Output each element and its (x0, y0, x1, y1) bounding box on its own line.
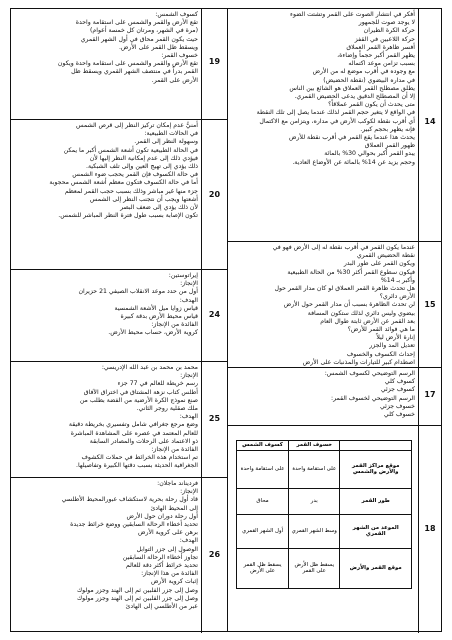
question-row-20 (11, 119, 227, 269)
text-line: لن تحدث الظاهرة بسبب أن مدار القمر حول الأرض (283, 301, 415, 309)
text-line: حركة اللاعبين في القفز (354, 35, 415, 43)
text-line: ويكون القمر على طور البدر (343, 260, 415, 268)
text-line: صنع نموذج الكرة الأرضية من الفضة بطلب من (79, 396, 198, 404)
answer-24 (11, 270, 201, 338)
text-line: الفائدة من هذا الإنجاز: (141, 570, 198, 578)
table-corner (340, 441, 412, 451)
text-line: إيراتوستين: (168, 272, 198, 279)
right-column (228, 9, 441, 631)
text-line: أما في حالة الكسوف فتكون معظم أشعة الشمس محجوبة (49, 179, 198, 187)
text-line: يظهر القمر أكبر حجماً وإضاءة، (337, 52, 415, 60)
text-line: وصل إلى جزر الفلبين ثم إلى الهند وجزر مولوك (77, 594, 198, 602)
text-line: الهدف: (179, 296, 198, 304)
text-line: ذلك يؤدي إلى تهيج العين وإلى تلف الشبكية. (86, 163, 198, 171)
text-line: الإنجاز: (180, 488, 198, 496)
text-line: إثبات كروية الأرض (150, 578, 198, 586)
answer-14 (228, 9, 418, 167)
text-line: بعد القمر عن الأرض ثابتة طوال العام (320, 317, 415, 325)
text-line: الفائدة من الإنجاز: (151, 321, 198, 329)
text-line: في حالة الكسوف فإن القمر يحجب ضوء الشمس (72, 171, 198, 179)
table-cell: على استقامة واحدة (289, 450, 340, 488)
text-line: الإنجاز: (180, 372, 198, 380)
text-line: وضع مرجع جغرافي شامل وتفسيري بخريطة دقيقة (68, 421, 198, 429)
text-line: خسوف القمر: (161, 52, 198, 60)
text-line: كروية الأرض، حساب محيط الأرض. (108, 329, 198, 337)
text-line: إلا أن المصطلح الدقيق يدعى الحضيض القمري. (294, 93, 415, 101)
answer-17 (228, 368, 418, 419)
text-line: حركة الكرة الطيران (363, 27, 415, 35)
text-line: تقع الأرض والقمر والشمس على استقامة واحدة (75, 19, 198, 27)
text-line: أمنيُّ عدم إمكان تركيز النظر إلى قرص الشمس (75, 122, 198, 129)
text-line: أطلس كتاب نزهة المشتاق في اختراق الآفاق (83, 388, 198, 396)
question-row-19 (11, 9, 227, 119)
text-line: تجاوز أخطاء الرحالة السابقين (122, 553, 198, 561)
text-line: الرسم التوضيحي لخسوف القمر: (331, 394, 415, 402)
text-line: أشعتها ويجب أن نتجنب النظر إلى الشمس (89, 195, 198, 203)
text-line: بسبب تزامن موعد اكتماله (348, 60, 415, 68)
text-line: في مداره البيضوي (نقطة الحضيض) (323, 76, 415, 84)
question-number: 19 (208, 57, 221, 66)
text-line: في الحالة الطبيعية تكون أشعة الشمس أكبر ما يمكن (63, 146, 198, 154)
question-number: 15 (424, 300, 436, 309)
text-line: الهدف: (179, 413, 198, 421)
text-line: وأكبر بـ 14% (380, 276, 415, 284)
left-column (11, 9, 227, 631)
text-line: كسوف كلي (384, 378, 415, 386)
text-line: أول من حدد موعد الانقلاب الصيفي 21 حزيران (78, 288, 198, 296)
table-cell: يسقط ظل الأرض على القمر (289, 548, 340, 588)
text-line: تقع الأرض والقمر والشمس على استقامة واحدة ويكون (57, 60, 198, 68)
answer-26 (11, 478, 201, 611)
text-line: وسهولة النظر إلى القمر. (134, 138, 198, 146)
table-header: خسوف القمر (289, 441, 340, 451)
text-line: ظهور القمر العملاق (364, 142, 415, 150)
text-line: يبدو القمر أكبر بحوالي 30% بالمائة (324, 150, 415, 158)
text-line: هل تحدث ظاهرة القمر العملاق لو كان مدار القمر حول (274, 285, 415, 293)
text-line: الأرض على القمر. (151, 76, 198, 84)
text-line: نقطة الحضيض القمري (356, 252, 415, 260)
text-line: يحدث هذا عندما يقع القمر في أقرب نقطة للأرض (289, 134, 415, 142)
text-line: وحجم يزيد عن 14% بالمائة عن الأوضاع العادية. (292, 158, 415, 166)
text-line: متى يحدث أن يكون القمر عملاقاً؟ (328, 101, 415, 109)
text-line: في الواقع لا يتغير حجم القمر لذلك عندما يصل إلى تلك النقطة (256, 109, 415, 117)
text-line: الإنجاز: (180, 280, 198, 288)
table-header: كسوف الشمس (237, 441, 289, 451)
text-line: أول رحلة دوران حول الأرض (126, 512, 198, 520)
text-line: مع وجوده في أقرب موضع له من الأرض (312, 68, 415, 76)
table-row-label: الموعد من الشهر القمري (340, 514, 412, 548)
table-row-label: موقع القمر والأرض (340, 548, 412, 588)
text-line: لا يوجد صوت للجمهور (358, 19, 415, 27)
question-row-14 (228, 9, 441, 241)
text-line: تحديد أخطاء الرحالة السابقين ووضع خرائط جديدة (70, 521, 198, 529)
question-row-26 (11, 477, 227, 633)
question-row-18 (228, 425, 441, 633)
text-line: أفكر في انتشار الصوت على القمر وتشتت الضوء (290, 11, 415, 18)
question-number: 20 (208, 190, 221, 199)
text-line: يطلق مصطلح القمر العملاق هو الشائع بين الناس (289, 84, 415, 92)
question-row-25 (11, 361, 227, 477)
text-line: فيؤدي ذلك إلى عدم إمكانية النظر إليها لأن (89, 154, 198, 162)
text-line: الوصول إلى جزر التوابل (136, 545, 198, 553)
table-cell: بدر (289, 488, 340, 514)
answer-15 (228, 242, 418, 367)
text-line: أفسر ظاهرة القمر العملاق (346, 43, 415, 51)
text-line: الجغرافية الحديثة بسبب دقتها الكبيرة وتفاصيلها. (76, 462, 198, 470)
question-number: 25 (208, 414, 221, 423)
text-line: تم استخدام هذه الخرائط في حملات الكشوف (81, 454, 198, 462)
text-line: برهن على كروية الأرض (137, 529, 198, 537)
text-line: للعالم المعتمد في عصره على المشاهدة المباشرة (70, 429, 198, 437)
text-line: فرديناند ماجلان: (157, 480, 198, 487)
text-line: فيكون سطوع القمر أكثر 30% من الحالة الطبيعية (287, 268, 415, 276)
answer-25 (11, 362, 201, 471)
table-row-label: موقع مراكز القمر والأرض والشمس (340, 450, 412, 488)
text-line: تكون الإصابة بسبب طول فترة النظر المباشر للشمس. (58, 212, 198, 220)
text-line: (مرة في الشهر، ومرتان كل خمسة أعوام) (90, 27, 198, 35)
text-line: في الحالات الطبيعية: (144, 130, 198, 138)
answer-20 (11, 120, 201, 220)
text-line: تحديد خرائط أكثر دقة للعالم (125, 562, 198, 570)
text-line: محمد بن محمد بن عبد الله الإدريسي: (101, 364, 198, 371)
text-line: الهدف: (179, 537, 198, 545)
text-line: تعديل المد والجزر (369, 342, 415, 350)
text-line: خسوف جزئي (379, 402, 415, 410)
text-line: إحداث الكسوف والخسوف (346, 350, 415, 358)
question-number: 26 (208, 550, 221, 559)
question-row-15 (228, 241, 441, 367)
text-line: اصطدام كبير للتيارات والمذنبات على الأرض (302, 358, 415, 366)
text-line: ويسقط ظل القمر على الأرض. (118, 43, 198, 51)
table-cell: أول الشهر القمري (237, 514, 289, 548)
text-line: الرسم التوضيحي لكسوف الشمس: (324, 370, 415, 377)
table-cell: يسقط ظل القمر على الأرض (237, 548, 289, 588)
answer-19 (11, 9, 201, 85)
text-line: إنارة الأرض ليلاً (376, 334, 415, 342)
text-line: كسوف جزئي (380, 386, 415, 394)
text-line: قياس زوايا ميل الأشعة الشمسية (114, 304, 198, 312)
text-line: فإنه يظهر بحجم كبير. (360, 125, 415, 133)
text-line: رسم خريطة للعالم في 77 جزء (117, 380, 198, 388)
question-number: 14 (424, 117, 436, 126)
text-line: بيضوي وليس دائري لذلك ستكون المسافة (307, 309, 415, 317)
text-line: ملك صقلية روجر الثاني. (136, 405, 198, 413)
table-cell: على استقامة واحدة (237, 450, 289, 488)
question-row-17 (228, 367, 441, 425)
table-cell: وسط الشهر القمري (289, 514, 340, 548)
text-line: عندما يكون القمر في أقرب نقطة له إلى الأرض فهو في (272, 244, 415, 251)
text-line: الفائدة من الإنجاز: (151, 446, 198, 454)
text-line: لأن ذلك يؤدي إلى ضعف البصر (120, 204, 198, 212)
table-cell: محاق (237, 488, 289, 514)
text-line: جزء منها غير مباشر وذلك بسبب حجب القمر لمعظم (64, 187, 198, 195)
text-line: كسوف الشمس: (155, 11, 198, 18)
text-line: أي أقرب نقطة لكوكب الأرض في مداره، ويتزامن مع الاكتمال (259, 117, 415, 125)
table-row-label: طور القمر (340, 488, 412, 514)
question-number: 24 (208, 310, 221, 319)
text-line: قاد أول رحلة بحرية لاستكشاف عبورالمحيط الأطلسي (61, 496, 198, 504)
text-line: حيث يكون القمر محاق في أول الشهر القمري (80, 35, 198, 43)
text-line: وصل إلى جزر الفلبين ثم إلى الهند وجزر مولوك (77, 586, 198, 594)
text-line: الأرض دائري؟ (379, 293, 415, 301)
text-line: ما هي فوائد القمر للأرض؟ (347, 326, 415, 334)
text-line: عبر من الأطلسي إلى الهادئ (125, 603, 198, 611)
text-line: خسوف كلي (383, 411, 415, 419)
question-row-24 (11, 269, 227, 361)
text-line: القمر بدراً في منتصف الشهر القمري ويسقط ظل (71, 68, 198, 76)
question-number: 18 (424, 524, 436, 533)
text-line: إلى المحيط الهادئ (150, 504, 198, 512)
text-line: قياس محيط الأرض بدقة كبيرة (120, 313, 198, 321)
question-number: 17 (424, 390, 436, 399)
eclipse-comparison-table (236, 440, 412, 589)
answer-grid (10, 8, 442, 632)
text-line: ذو الاعتماد على الرحلات والمصادر السابقة (89, 437, 198, 445)
